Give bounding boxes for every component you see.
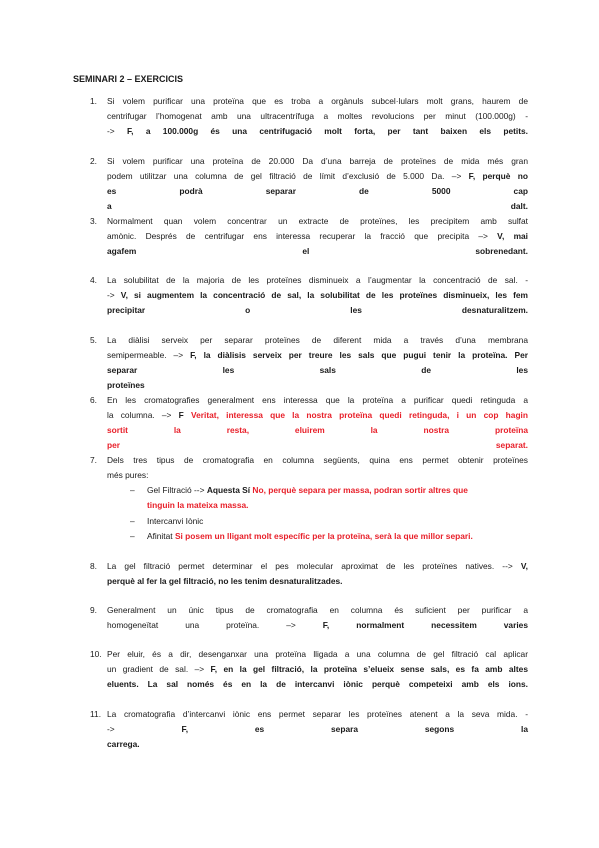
question-text: La diàlisi serveix per separar proteïnes de diferent mida a través d’una membrana — [107, 335, 528, 345]
question-2 — [90, 154, 528, 214]
question-4 — [90, 273, 528, 318]
question-8 — [90, 559, 528, 589]
answer-text: F, la diàlisis serveix per treure les sals que pugui tenir la proteïna. Per — [190, 350, 528, 360]
question-text: Normalment quan volem concentrar un extracte de proteïnes, les precipitem amb sulfat — [107, 216, 528, 226]
answer-text: Aquesta Sí — [206, 485, 253, 495]
question-text-part: semipermeable. –> — [107, 350, 191, 360]
option-afinitat — [130, 529, 537, 544]
answer-text: F, es separa segons la carrega. — [107, 724, 528, 749]
question-11 — [90, 707, 528, 752]
answer-text: V, — [520, 561, 528, 571]
answer-line — [107, 408, 528, 423]
question-number: 2. — [90, 156, 97, 166]
page-title: SEMINARI 2 – EXERCICIS — [73, 74, 184, 84]
answer-text: separar les sals de les proteïnes — [107, 365, 528, 390]
answer-text: F, normalment necessitem varies — [322, 620, 528, 630]
question-text: Generalment un únic tipus de cromatografia en columna és suficient per purificar a — [107, 605, 528, 615]
question-text: Si volem purificar una proteïna que es troba a orgànuls subcel·lulars molt grans, haurem de — [107, 96, 528, 106]
correction-text: tinguin la mateixa massa. — [147, 500, 249, 510]
correction-text: sortit la resta, eluirem la nostra proteïna per separat. — [107, 425, 528, 450]
correction-text: No, perquè separa per massa, podran sortir altres que — [252, 485, 468, 495]
correction-text: Si posem un lligant molt específic per la proteïna, serà la que millor separi. — [174, 531, 473, 541]
question-number: 8. — [90, 561, 97, 571]
answer-text: precipitar o les desnaturalitzem. — [107, 305, 528, 315]
question-number: 6. — [90, 395, 97, 405]
answer-text: es podrà separar de 5000 cap a dalt. — [107, 186, 528, 211]
question-text-part: amònic. Després de centrifugar ens interessa recuperar la fracció que precipita –> — [107, 231, 498, 241]
arrow-text: -> — [107, 126, 127, 136]
arrow-text: -> — [107, 724, 182, 734]
answer-line — [107, 618, 528, 633]
question-text-part: la columna. –> — [107, 410, 179, 420]
answer-text: F — [178, 410, 191, 420]
question-number: 10. — [90, 649, 102, 659]
answer-line — [107, 348, 528, 363]
question-text — [107, 559, 528, 574]
question-text: centrifugar l’homogenat amb una ultracentrífuga a moltes revolucions per minut (100.000g) - — [107, 111, 528, 121]
question-text: Per eluir, és a dir, desenganxar una proteïna lligada a una columna de gel filtració cal aplicar — [107, 649, 528, 659]
arrow-text: -> — [107, 290, 121, 300]
answer-line — [107, 124, 528, 139]
answer-line — [107, 288, 528, 303]
answer-line — [107, 662, 528, 677]
option-label: Intercanvi Iònic — [147, 516, 204, 526]
answer-line — [107, 722, 528, 752]
question-text: La solubilitat de la majoria de les proteïnes disminueix a l’augmentar la concentració de sal. - — [107, 275, 528, 285]
answer-text: F, en la gel filtració, la proteïna s’elueix sense sals, es fa amb altes — [210, 664, 528, 674]
question-1 — [90, 94, 528, 139]
question-text: Dels tres tipus de cromatografia en columna següents, quina ens permet obtenir proteïnes — [107, 455, 528, 465]
answer-text: F, a 100.000g és una centrifugació molt forta, per tant baixen els petits. — [127, 126, 528, 136]
answer-text: agafem el sobrenedant. — [107, 246, 528, 256]
question-6 — [90, 393, 529, 453]
question-text-part: La gel filtració permet determinar el pes molecular aproximat de les proteïnes natives. --> — [107, 561, 521, 571]
question-9 — [90, 603, 528, 633]
question-text: La cromatografia d’intercanvi iònic ens permet separar les proteïnes atenent a la seva mida. - — [107, 709, 528, 719]
answer-text: V, mai — [497, 231, 529, 241]
question-text-part: un gradient de sal. –> — [107, 664, 211, 674]
question-number: 1. — [90, 96, 97, 106]
question-text: En les cromatografies generalment ens interessa que la proteïna a purificar quedi retinguda a — [107, 395, 528, 405]
answer-text: F, perquè no — [468, 171, 528, 181]
question-number: 11. — [90, 709, 102, 719]
answer-text: V, si augmentem la concentració de sal, la solubilitat de les proteïnes disminueix, les fem — [120, 290, 528, 300]
bullet-dash: – — [130, 485, 135, 495]
question-text — [107, 169, 528, 184]
question-number: 5. — [90, 335, 97, 345]
bullet-dash: – — [130, 531, 135, 541]
question-number: 7. — [90, 455, 97, 465]
question-5 — [90, 333, 528, 393]
option-label: Afinitat — [147, 531, 175, 541]
question-number: 3. — [90, 216, 97, 226]
option-label: Gel Filtració --> — [147, 485, 207, 495]
answer-text: eluents. La sal només és en la de intercanvi iònic perquè competeixi amb els ions. — [107, 679, 528, 689]
question-text-part: podem utilitzar una columna de gel filtració de límit d’exclusió de 5.000 Da. –> — [107, 171, 469, 181]
question-7 — [90, 453, 528, 483]
question-text-part: homogeneïtat una proteïna. –> — [107, 620, 323, 630]
correction-text: Veritat, interessa que la nostra proteïna quedi retinguda, i un cop hagin — [190, 410, 529, 420]
option-gel-filtracio — [130, 483, 537, 513]
bullet-dash: – — [130, 516, 135, 526]
question-text — [107, 229, 528, 244]
question-number: 4. — [90, 275, 97, 285]
question-text: Si volem purificar una proteïna de 20.000 Da d’una barreja de proteïnes de mida més gran — [107, 156, 528, 166]
question-10 — [90, 647, 528, 692]
option-intercanvi-ionic — [130, 514, 537, 529]
question-3 — [90, 214, 529, 259]
question-text: més pures: — [107, 470, 149, 480]
answer-text: perquè al fer la gel filtració, no les tenim desnaturalitzades. — [107, 576, 343, 586]
question-number: 9. — [90, 605, 97, 615]
